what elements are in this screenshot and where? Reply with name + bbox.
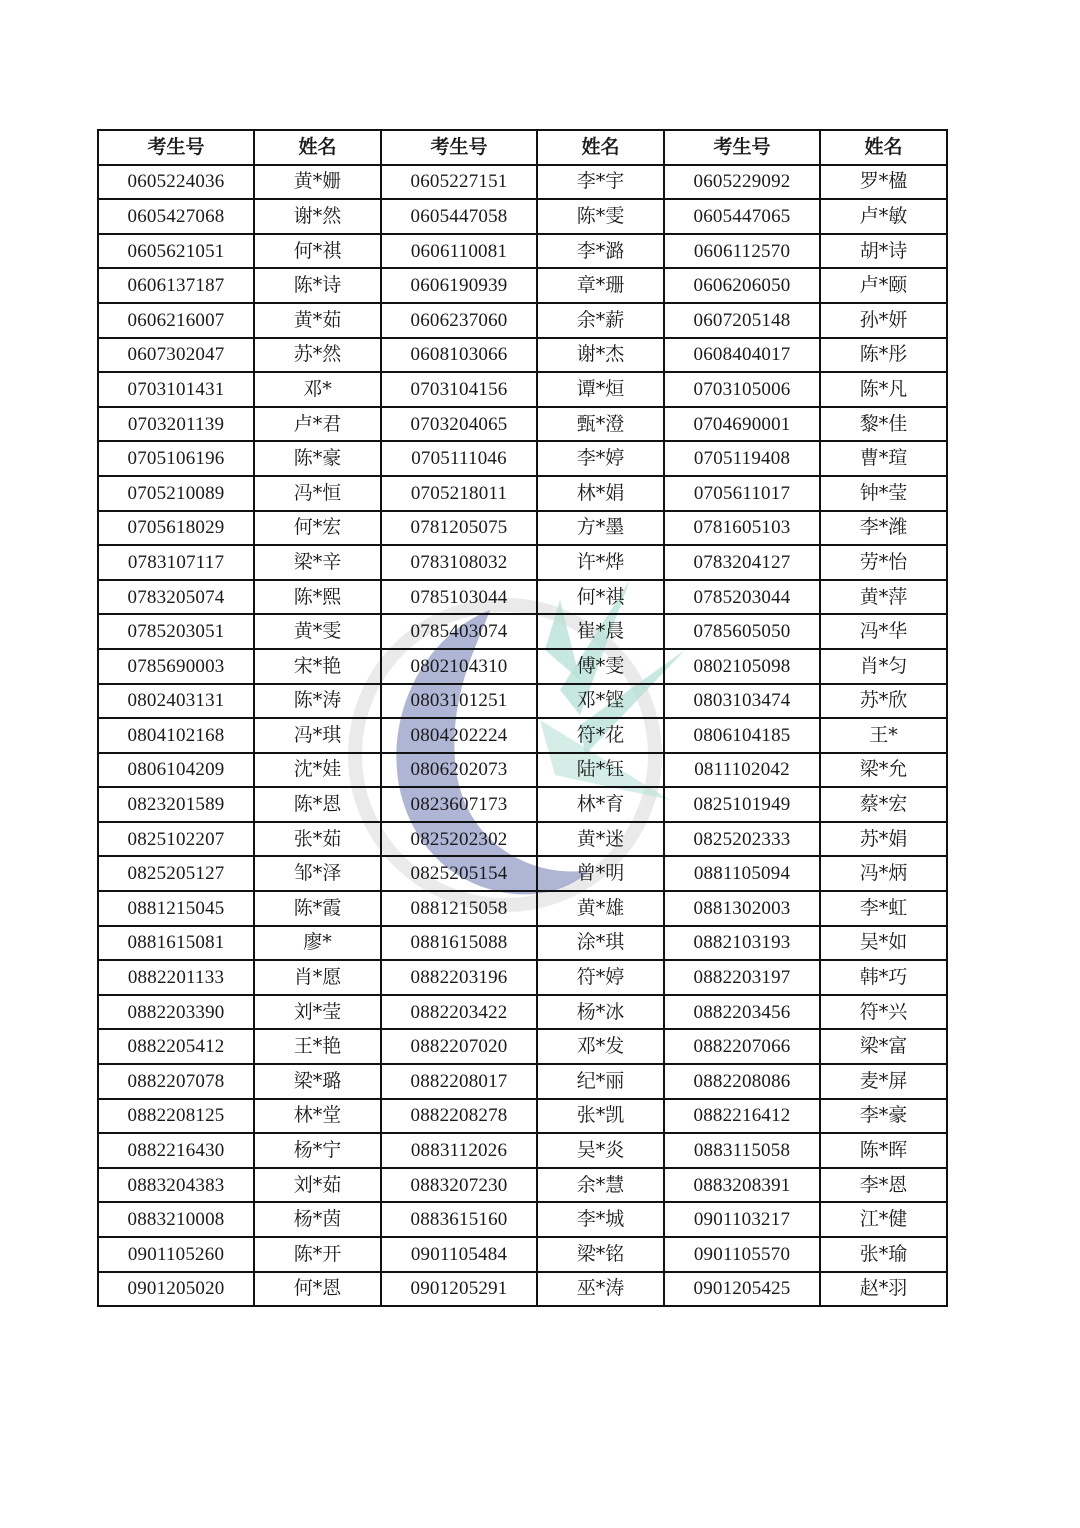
- student-name-cell: 李*婷: [537, 441, 664, 476]
- student-name-cell: 吴*炎: [537, 1133, 664, 1168]
- student-name-cell: 李*虹: [820, 891, 947, 926]
- column-header-exam-id: 考生号: [98, 130, 254, 165]
- student-name-cell: 黄*迷: [537, 822, 664, 857]
- exam-id-cell: 0882208125: [98, 1099, 254, 1134]
- exam-id-cell: 0806104209: [98, 753, 254, 788]
- table-row: [98, 199, 947, 234]
- student-name-cell: 陈*涛: [254, 684, 381, 719]
- exam-id-cell: 0901105260: [98, 1237, 254, 1272]
- exam-id-cell: 0605229092: [664, 165, 820, 200]
- student-name-cell: 李*城: [537, 1202, 664, 1237]
- student-name-cell: 符*花: [537, 718, 664, 753]
- table-row: [98, 1202, 947, 1237]
- table-row: [98, 407, 947, 442]
- student-name-cell: 陈*霞: [254, 891, 381, 926]
- student-name-cell: 陈*晖: [820, 1133, 947, 1168]
- student-name-cell: 张*瑜: [820, 1237, 947, 1272]
- exam-id-cell: 0705111046: [381, 441, 537, 476]
- exam-id-cell: 0881302003: [664, 891, 820, 926]
- exam-id-cell: 0703105006: [664, 372, 820, 407]
- table-row: [98, 856, 947, 891]
- exam-id-cell: 0605621051: [98, 234, 254, 269]
- student-name-cell: 杨*冰: [537, 995, 664, 1030]
- table-row: [98, 1272, 947, 1307]
- table-row: [98, 960, 947, 995]
- exam-id-cell: 0882203196: [381, 960, 537, 995]
- student-name-cell: 陈*彤: [820, 338, 947, 373]
- table-row: [98, 372, 947, 407]
- student-name-cell: 韩*巧: [820, 960, 947, 995]
- exam-id-cell: 0783204127: [664, 545, 820, 580]
- student-name-cell: 符*婷: [537, 960, 664, 995]
- student-name-cell: 谭*烜: [537, 372, 664, 407]
- student-name-cell: 李*恩: [820, 1168, 947, 1203]
- student-name-cell: 林*堂: [254, 1099, 381, 1134]
- table-row: [98, 822, 947, 857]
- table-row: [98, 1237, 947, 1272]
- student-name-cell: 陈*恩: [254, 787, 381, 822]
- exam-id-cell: 0607205148: [664, 303, 820, 338]
- exam-id-cell: 0882205412: [98, 1029, 254, 1064]
- exam-id-cell: 0882216430: [98, 1133, 254, 1168]
- student-name-cell: 何*祺: [537, 580, 664, 615]
- student-name-cell: 江*健: [820, 1202, 947, 1237]
- exam-id-cell: 0901205291: [381, 1272, 537, 1307]
- exam-id-cell: 0881105094: [664, 856, 820, 891]
- student-name-cell: 林*育: [537, 787, 664, 822]
- table-row: [98, 545, 947, 580]
- table-row: [98, 1029, 947, 1064]
- exam-id-cell: 0882203197: [664, 960, 820, 995]
- exam-id-cell: 0605224036: [98, 165, 254, 200]
- column-header-name: 姓名: [254, 130, 381, 165]
- exam-id-cell: 0883204383: [98, 1168, 254, 1203]
- student-name-cell: 陈*凡: [820, 372, 947, 407]
- student-name-cell: 陈*诗: [254, 268, 381, 303]
- student-name-cell: 何*恩: [254, 1272, 381, 1307]
- student-name-cell: 肖*匀: [820, 649, 947, 684]
- admission-roster-table: [97, 129, 948, 1307]
- student-name-cell: 陆*钰: [537, 753, 664, 788]
- student-name-cell: 梁*璐: [254, 1064, 381, 1099]
- exam-id-cell: 0882103193: [664, 926, 820, 961]
- student-name-cell: 麦*屏: [820, 1064, 947, 1099]
- student-name-cell: 何*宏: [254, 511, 381, 546]
- exam-id-cell: 0883112026: [381, 1133, 537, 1168]
- student-name-cell: 傅*雯: [537, 649, 664, 684]
- exam-id-cell: 0605427068: [98, 199, 254, 234]
- student-name-cell: 何*祺: [254, 234, 381, 269]
- table-row: [98, 476, 947, 511]
- student-name-cell: 陈*熙: [254, 580, 381, 615]
- student-name-cell: 曹*瑄: [820, 441, 947, 476]
- exam-id-cell: 0605447065: [664, 199, 820, 234]
- student-name-cell: 谢*杰: [537, 338, 664, 373]
- student-name-cell: 余*薪: [537, 303, 664, 338]
- student-name-cell: 许*烨: [537, 545, 664, 580]
- student-name-cell: 王*: [820, 718, 947, 753]
- student-name-cell: 张*凯: [537, 1099, 664, 1134]
- exam-id-cell: 0901205425: [664, 1272, 820, 1307]
- exam-id-cell: 0705106196: [98, 441, 254, 476]
- exam-id-cell: 0811102042: [664, 753, 820, 788]
- table-row: [98, 165, 947, 200]
- exam-id-cell: 0802403131: [98, 684, 254, 719]
- exam-id-cell: 0882203456: [664, 995, 820, 1030]
- table-row: [98, 338, 947, 373]
- exam-id-cell: 0608404017: [664, 338, 820, 373]
- table-row: [98, 1168, 947, 1203]
- exam-id-cell: 0704690001: [664, 407, 820, 442]
- exam-id-cell: 0901105484: [381, 1237, 537, 1272]
- student-name-cell: 冯*炳: [820, 856, 947, 891]
- student-name-cell: 胡*诗: [820, 234, 947, 269]
- student-name-cell: 刘*莹: [254, 995, 381, 1030]
- exam-id-cell: 0823607173: [381, 787, 537, 822]
- student-name-cell: 刘*茹: [254, 1168, 381, 1203]
- exam-id-cell: 0825205127: [98, 856, 254, 891]
- student-name-cell: 廖*: [254, 926, 381, 961]
- student-name-cell: 梁*允: [820, 753, 947, 788]
- student-name-cell: 甄*澄: [537, 407, 664, 442]
- student-name-cell: 杨*茵: [254, 1202, 381, 1237]
- student-name-cell: 林*娟: [537, 476, 664, 511]
- exam-id-cell: 0705618029: [98, 511, 254, 546]
- exam-id-cell: 0783107117: [98, 545, 254, 580]
- table-row: [98, 1064, 947, 1099]
- exam-id-cell: 0802104310: [381, 649, 537, 684]
- table-row: [98, 1099, 947, 1134]
- student-name-cell: 李*豪: [820, 1099, 947, 1134]
- column-header-exam-id: 考生号: [664, 130, 820, 165]
- student-name-cell: 苏*娟: [820, 822, 947, 857]
- student-name-cell: 罗*楹: [820, 165, 947, 200]
- student-name-cell: 梁*铭: [537, 1237, 664, 1272]
- exam-id-cell: 0825102207: [98, 822, 254, 857]
- exam-id-cell: 0901205020: [98, 1272, 254, 1307]
- student-name-cell: 邓*: [254, 372, 381, 407]
- exam-id-cell: 0607302047: [98, 338, 254, 373]
- student-name-cell: 黄*雯: [254, 614, 381, 649]
- exam-id-cell: 0606206050: [664, 268, 820, 303]
- exam-id-cell: 0606216007: [98, 303, 254, 338]
- exam-id-cell: 0883115058: [664, 1133, 820, 1168]
- exam-id-cell: 0825202333: [664, 822, 820, 857]
- table-body: [98, 165, 947, 1307]
- exam-id-cell: 0825202302: [381, 822, 537, 857]
- student-name-cell: 方*墨: [537, 511, 664, 546]
- student-name-cell: 卢*君: [254, 407, 381, 442]
- exam-id-cell: 0803103474: [664, 684, 820, 719]
- exam-id-cell: 0703201139: [98, 407, 254, 442]
- student-name-cell: 巫*涛: [537, 1272, 664, 1307]
- student-name-cell: 涂*琪: [537, 926, 664, 961]
- student-name-cell: 黄*姗: [254, 165, 381, 200]
- student-name-cell: 梁*富: [820, 1029, 947, 1064]
- exam-id-cell: 0781605103: [664, 511, 820, 546]
- student-name-cell: 余*慧: [537, 1168, 664, 1203]
- exam-id-cell: 0825101949: [664, 787, 820, 822]
- table-row: [98, 926, 947, 961]
- table-row: [98, 995, 947, 1030]
- exam-id-cell: 0703101431: [98, 372, 254, 407]
- exam-id-cell: 0781205075: [381, 511, 537, 546]
- exam-id-cell: 0882208278: [381, 1099, 537, 1134]
- table-row: [98, 234, 947, 269]
- student-name-cell: 肖*愿: [254, 960, 381, 995]
- exam-id-cell: 0785690003: [98, 649, 254, 684]
- table-row: [98, 511, 947, 546]
- exam-id-cell: 0705119408: [664, 441, 820, 476]
- exam-id-cell: 0783205074: [98, 580, 254, 615]
- student-name-cell: 邓*铿: [537, 684, 664, 719]
- exam-id-cell: 0881615081: [98, 926, 254, 961]
- exam-id-cell: 0882208017: [381, 1064, 537, 1099]
- column-header-name: 姓名: [537, 130, 664, 165]
- student-name-cell: 吴*如: [820, 926, 947, 961]
- student-name-cell: 陈*雯: [537, 199, 664, 234]
- exam-id-cell: 0785203051: [98, 614, 254, 649]
- exam-id-cell: 0785605050: [664, 614, 820, 649]
- exam-id-cell: 0703104156: [381, 372, 537, 407]
- exam-id-cell: 0705218011: [381, 476, 537, 511]
- exam-id-cell: 0606190939: [381, 268, 537, 303]
- exam-id-cell: 0881215045: [98, 891, 254, 926]
- exam-id-cell: 0882207078: [98, 1064, 254, 1099]
- student-name-cell: 沈*娃: [254, 753, 381, 788]
- table-row: [98, 684, 947, 719]
- exam-id-cell: 0606137187: [98, 268, 254, 303]
- student-name-cell: 章*珊: [537, 268, 664, 303]
- student-name-cell: 苏*然: [254, 338, 381, 373]
- exam-id-cell: 0882203422: [381, 995, 537, 1030]
- exam-id-cell: 0882208086: [664, 1064, 820, 1099]
- table-row: [98, 891, 947, 926]
- student-name-cell: 崔*晨: [537, 614, 664, 649]
- exam-id-cell: 0881215058: [381, 891, 537, 926]
- exam-id-cell: 0705210089: [98, 476, 254, 511]
- student-name-cell: 孙*妍: [820, 303, 947, 338]
- exam-id-cell: 0606110081: [381, 234, 537, 269]
- exam-id-cell: 0803101251: [381, 684, 537, 719]
- student-name-cell: 赵*羽: [820, 1272, 947, 1307]
- table-row: [98, 718, 947, 753]
- exam-id-cell: 0883207230: [381, 1168, 537, 1203]
- student-name-cell: 冯*华: [820, 614, 947, 649]
- exam-id-cell: 0804102168: [98, 718, 254, 753]
- student-name-cell: 纪*丽: [537, 1064, 664, 1099]
- student-name-cell: 黄*茹: [254, 303, 381, 338]
- exam-id-cell: 0783108032: [381, 545, 537, 580]
- exam-id-cell: 0703204065: [381, 407, 537, 442]
- student-name-cell: 黄*雄: [537, 891, 664, 926]
- student-name-cell: 苏*欣: [820, 684, 947, 719]
- table-row: [98, 268, 947, 303]
- student-name-cell: 邓*发: [537, 1029, 664, 1064]
- student-name-cell: 钟*莹: [820, 476, 947, 511]
- student-name-cell: 李*宇: [537, 165, 664, 200]
- student-name-cell: 谢*然: [254, 199, 381, 234]
- table-row: [98, 787, 947, 822]
- student-name-cell: 宋*艳: [254, 649, 381, 684]
- exam-id-cell: 0705611017: [664, 476, 820, 511]
- student-name-cell: 李*潍: [820, 511, 947, 546]
- table-row: [98, 1133, 947, 1168]
- student-name-cell: 黄*萍: [820, 580, 947, 615]
- exam-id-cell: 0882207066: [664, 1029, 820, 1064]
- exam-id-cell: 0606112570: [664, 234, 820, 269]
- exam-id-cell: 0882216412: [664, 1099, 820, 1134]
- student-name-cell: 王*艳: [254, 1029, 381, 1064]
- exam-id-cell: 0605447058: [381, 199, 537, 234]
- exam-id-cell: 0882201133: [98, 960, 254, 995]
- student-name-cell: 杨*宁: [254, 1133, 381, 1168]
- exam-id-cell: 0883208391: [664, 1168, 820, 1203]
- student-name-cell: 卢*颐: [820, 268, 947, 303]
- student-name-cell: 陈*豪: [254, 441, 381, 476]
- student-name-cell: 黎*佳: [820, 407, 947, 442]
- table-row: [98, 580, 947, 615]
- table-row: [98, 614, 947, 649]
- table-row: [98, 753, 947, 788]
- student-name-cell: 符*兴: [820, 995, 947, 1030]
- column-header-name: 姓名: [820, 130, 947, 165]
- exam-id-cell: 0882207020: [381, 1029, 537, 1064]
- exam-id-cell: 0806104185: [664, 718, 820, 753]
- table-header-row: [98, 130, 947, 165]
- exam-id-cell: 0901103217: [664, 1202, 820, 1237]
- exam-id-cell: 0881615088: [381, 926, 537, 961]
- exam-id-cell: 0883210008: [98, 1202, 254, 1237]
- student-name-cell: 梁*辛: [254, 545, 381, 580]
- student-name-cell: 劳*怡: [820, 545, 947, 580]
- exam-id-cell: 0802105098: [664, 649, 820, 684]
- exam-id-cell: 0901105570: [664, 1237, 820, 1272]
- exam-id-cell: 0785103044: [381, 580, 537, 615]
- exam-id-cell: 0806202073: [381, 753, 537, 788]
- exam-id-cell: 0605227151: [381, 165, 537, 200]
- exam-id-cell: 0785203044: [664, 580, 820, 615]
- student-name-cell: 张*茹: [254, 822, 381, 857]
- student-name-cell: 蔡*宏: [820, 787, 947, 822]
- student-name-cell: 李*潞: [537, 234, 664, 269]
- student-name-cell: 卢*敏: [820, 199, 947, 234]
- student-name-cell: 陈*开: [254, 1237, 381, 1272]
- table-row: [98, 303, 947, 338]
- exam-id-cell: 0882203390: [98, 995, 254, 1030]
- exam-id-cell: 0823201589: [98, 787, 254, 822]
- student-name-cell: 冯*琪: [254, 718, 381, 753]
- student-name-cell: 邹*泽: [254, 856, 381, 891]
- column-header-exam-id: 考生号: [381, 130, 537, 165]
- exam-id-cell: 0825205154: [381, 856, 537, 891]
- exam-id-cell: 0883615160: [381, 1202, 537, 1237]
- table-row: [98, 441, 947, 476]
- exam-id-cell: 0785403074: [381, 614, 537, 649]
- student-name-cell: 冯*恒: [254, 476, 381, 511]
- exam-id-cell: 0606237060: [381, 303, 537, 338]
- exam-id-cell: 0608103066: [381, 338, 537, 373]
- student-name-cell: 曾*明: [537, 856, 664, 891]
- exam-id-cell: 0804202224: [381, 718, 537, 753]
- table-row: [98, 649, 947, 684]
